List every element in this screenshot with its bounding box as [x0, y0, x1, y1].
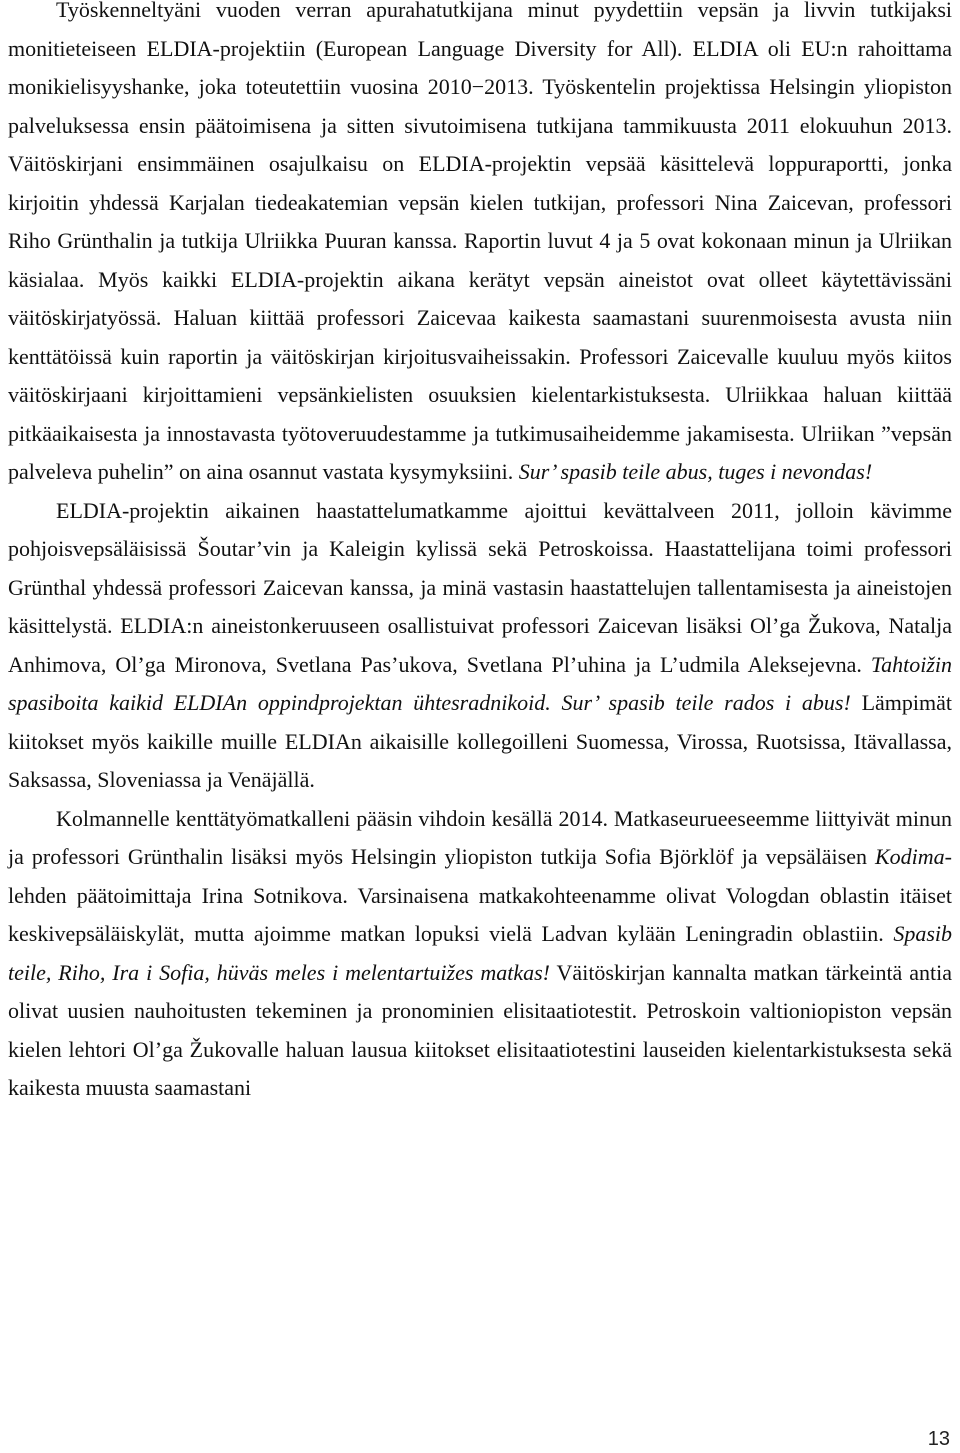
paragraph-fieldwork-2011 — [8, 492, 952, 800]
text-run: Työskenneltyäni vuoden verran apurahatutkijana minut pyydettiin vepsän ja livvin tutkijaksi monitieteiseen ELDIA-projektiin (European Language Diversity for All). ELDIA oli EU:n rahoittama monikielisyyshanke, joka toteutettiin vuosina 2010−2013. Työskentelin projektissa Helsingin yliopiston palveluksessa ensin päätoimisena ja sitten sivutoimisena tutkijana tammikuusta 2011 elokuuhun 2013. Väitöskirjani ensimmäinen osajulkaisu on ELDIA-projektin vepsää käsittelevä loppuraportti, jonka kirjoitin yhdessä Karjalan tiedeakatemian vepsän kielen tutkijan, professori Nina Zaicevan, professori Riho Grünthalin ja tutkija Ulriikka Puuran kanssa. Raportin luvut 4 ja 5 ovat kokonaan minun ja Ulriikan käsialaa. Myös kaikki ELDIA-projektin aikana kerätyt vepsän aineistot ovat olleet käytettävissäni väitöskirjatyössä. Haluan kiittää professori Zaicevaa kaikesta saamastani suurenmoisesta avusta niin kenttätöissä kuin raportin ja väitöskirjan kirjoitusvaiheissakin. Professori Zaicevalle kuuluu myös kiitos väitöskirjaani kirjoittamieni vepsänkielisten osuuksien kielentarkistuksesta. Ulriikkaa haluan kiittää pitkäaikaisesta ja innostavasta työtoveruudestamme ja tutkimusaiheidemme jakamisesta. Ulriikan ”vepsän palveleva puhelin” on aina osannut vastata kysymyksiini. — [8, 0, 952, 484]
italic-text-run: Tahtoižin spasiboita kaikid ELDIAn oppindprojektan ühtesradnikoid. Sur’ spasib teile rados i abus! — [8, 651, 952, 715]
text-run: Väitöskirjan kannalta matkan tärkeintä antia olivat uusien nauhoitusten tekeminen ja pronominien elisitaatiotestit. Petroskoin valtioniopiston vepsän kielen lehtori Ol’ga Žukovalle haluan lausua kiitokset elisitaatiotestini lauseiden kielentarkistuksesta sekä kaikesta muusta saamastani — [8, 959, 953, 1100]
text-run: ELDIA-projektin aikainen haastattelumatkamme ajoittui kevättalveen 2011, jolloin kävimme pohjoisvepsäläisissä Šoutar’vin ja Kaleigin kylissä sekä Petroskoissa. Haastattelijana toimi professori Grünthal yhdessä professori Zaicevan kanssa, ja minä vastasin haastattelujen tallentamisesta ja aineistojen käsittelystä. ELDIA:n aineistonkeruuseen osallistuivat professori Zaicevan lisäksi Ol’ga Žukova, Natalja Anhimova, Ol’ga Mironova, Svetlana Pas’ukova, Svetlana Pl’uhina ja L’udmila Aleksejevna. — [8, 497, 952, 677]
italic-text-run: Spasib teile, Riho, Ira i Sofia, hüväs meles i melentartuižes matkas! — [8, 921, 952, 985]
text-run: Lämpimät kiitokset myös kaikille muille ELDIAn aikaisille kollegoilleni Suomessa, Virossa, Ruotsissa, Itävallassa, Saksassa, Sloveniassa ja Venäjällä. — [8, 690, 952, 792]
italic-text-run: Kodima — [874, 844, 945, 869]
paragraph-fieldwork-2014 — [8, 800, 952, 1108]
body-text — [8, 0, 952, 1108]
paragraph-eldia-project — [8, 0, 952, 492]
page-number: 13 — [927, 1428, 950, 1450]
text-run: Kolmannelle kenttätyömatkalleni pääsin vihdoin kesällä 2014. Matkaseurueeseemme liittyivät minun ja professori Grünthalin lisäksi myös Helsingin yliopiston tutkija Sofia Björklöf ja vepsäläisen — [8, 805, 952, 869]
text-run: -lehden päätoimittaja Irina Sotnikova. Varsinaisena matkakohteenamme olivat Vologdan oblastin itäiset keskivepsäläiskylät, mutta ajoimme matkan lopuksi vielä Ladvan kylään Leningradin oblastiin. — [8, 844, 952, 946]
italic-text-run: Sur’ spasib teile abus, tuges i nevondas! — [518, 459, 873, 484]
